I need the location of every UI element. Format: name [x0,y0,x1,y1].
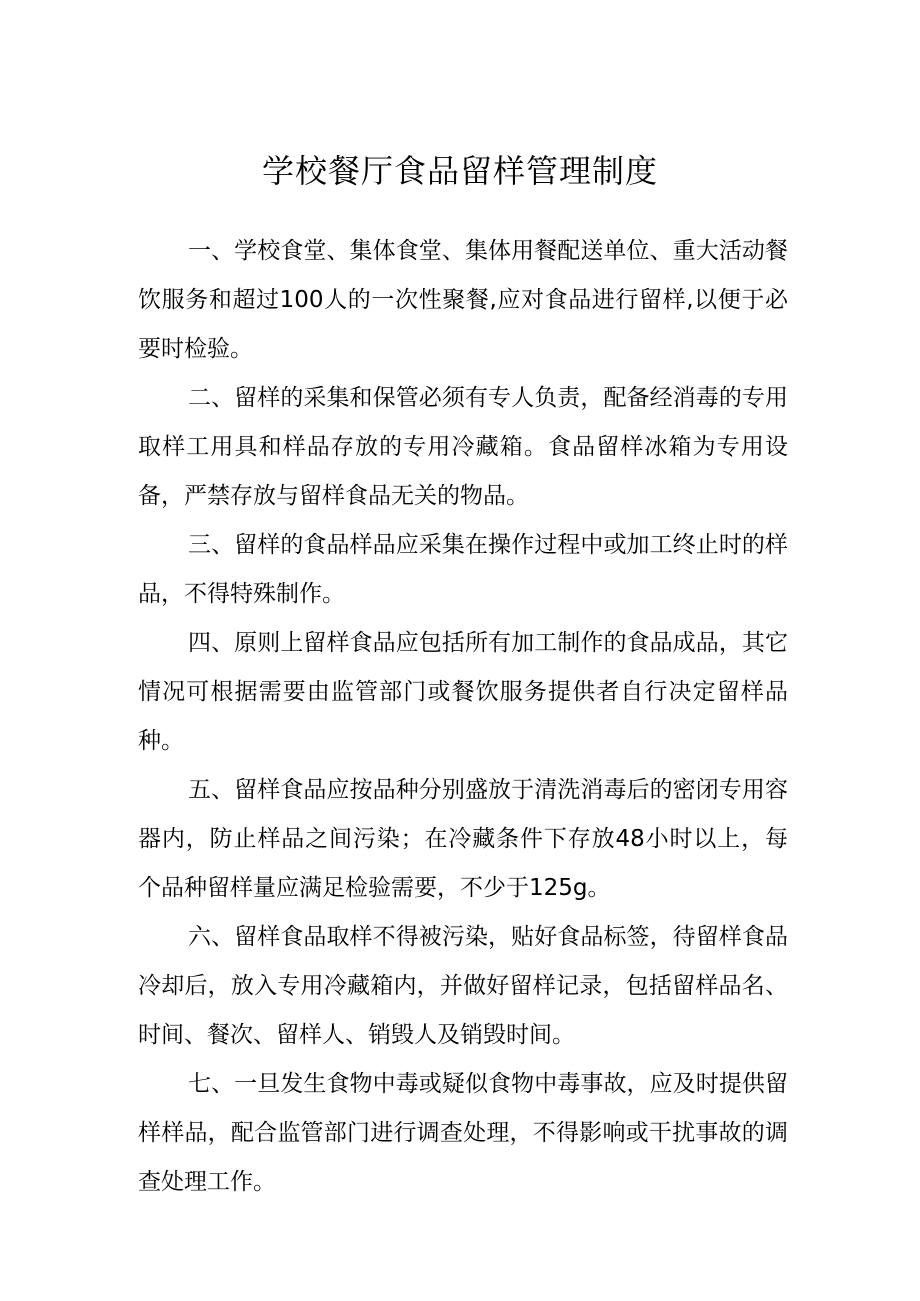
paragraph-5: 五、留样食品应按品种分别盛放于清洗消毒后的密闭专用容器内，防止样品之间污染；在冷藏条件下存放48小时以上，每个品种留样量应满足检验需要，不少于125g。 [138,777,788,901]
document-title: 学校餐厅食品留样管理制度 [261,152,658,190]
paragraph-4: 四、原则上留样食品应包括所有加工制作的食品成品，其它情况可根据需要由监管部门或餐饮服务提供者自行决定留样品种。 [138,630,788,754]
paragraph-6: 六、留样食品取样不得被污染，贴好食品标签，待留样食品冷却后，放入专用冷藏箱内，并做好留样记录，包括留样品名、时间、餐次、留样人、销毁人及销毁时间。 [138,924,788,1048]
paragraph-1: 一、学校食堂、集体食堂、集体用餐配送单位、重大活动餐饮服务和超过100人的一次性聚餐,应对食品进行留样,以便于必要时检验。 [138,238,788,362]
paragraph-2: 二、留样的采集和保管必须有专人负责，配备经消毒的专用取样工用具和样品存放的专用冷藏箱。食品留样冰箱为专用设备，严禁存放与留样食品无关的物品。 [138,385,788,509]
paragraph-7: 七、一旦发生食物中毒或疑似食物中毒事故，应及时提供留样样品，配合监管部门进行调查处理，不得影响或干扰事故的调查处理工作。 [138,1071,788,1195]
paragraph-3: 三、留样的食品样品应采集在操作过程中或加工终止时的样品，不得特殊制作。 [138,532,788,607]
document-body [138,227,788,1207]
